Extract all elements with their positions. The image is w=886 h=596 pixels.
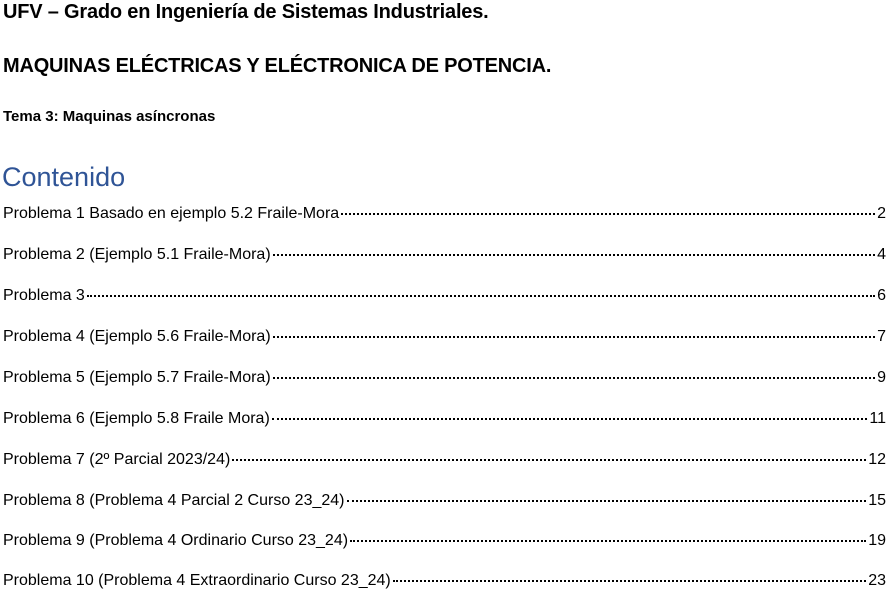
toc-dot-leader xyxy=(272,418,868,420)
toc-entry[interactable] xyxy=(3,369,886,393)
toc-dot-leader xyxy=(393,580,866,582)
toc-entry-page[interactable]: 23 xyxy=(868,572,886,589)
toc-entry[interactable] xyxy=(3,328,886,352)
toc-dot-leader xyxy=(87,295,875,297)
toc-entry-page[interactable]: 6 xyxy=(877,287,886,304)
toc-entry[interactable] xyxy=(3,492,886,516)
toc-dot-leader xyxy=(350,540,866,542)
toc-entry-page[interactable]: 2 xyxy=(877,205,886,222)
subject-heading: MAQUINAS ELÉCTRICAS Y ELÉCTRONICA DE POTENCIA. xyxy=(3,55,552,77)
toc-entry-label[interactable]: Problema 5 (Ejemplo 5.7 Fraile-Mora) xyxy=(3,369,271,386)
toc-entry[interactable] xyxy=(3,246,886,270)
toc-dot-leader xyxy=(273,336,875,338)
toc-entry-label[interactable]: Problema 2 (Ejemplo 5.1 Fraile-Mora) xyxy=(3,246,271,263)
toc-entry-label[interactable]: Problema 1 Basado en ejemplo 5.2 Fraile-Mora xyxy=(3,205,340,222)
toc-entry[interactable] xyxy=(3,572,886,596)
toc-entry-label[interactable]: Problema 10 (Problema 4 Extraordinario Curso 23_24) xyxy=(3,572,391,589)
toc-entry[interactable] xyxy=(3,532,886,556)
toc-entry-page[interactable]: 4 xyxy=(877,246,886,263)
toc-entry-label[interactable]: Problema 3 xyxy=(3,287,85,304)
toc-entry-label[interactable]: Problema 8 (Problema 4 Parcial 2 Curso 23_24) xyxy=(3,492,345,509)
toc-entry[interactable] xyxy=(3,410,886,434)
toc-entry-page[interactable]: 11 xyxy=(869,410,886,427)
toc-entry[interactable] xyxy=(3,451,886,475)
toc-dot-leader xyxy=(347,500,867,502)
toc-entry-page[interactable]: 7 xyxy=(877,328,886,345)
toc-entry-label[interactable]: Problema 4 (Ejemplo 5.6 Fraile-Mora) xyxy=(3,328,271,345)
toc-dot-leader xyxy=(273,377,875,379)
topic-heading: Tema 3: Maquinas asíncronas xyxy=(3,108,216,125)
toc-dot-leader xyxy=(341,213,875,215)
toc-title: Contenido xyxy=(2,162,126,192)
toc-entry-label[interactable]: Problema 9 (Problema 4 Ordinario Curso 23_24) xyxy=(3,532,349,549)
toc-entry[interactable] xyxy=(3,287,886,311)
toc-entry-page[interactable]: 9 xyxy=(877,369,886,386)
toc-dot-leader xyxy=(273,254,875,256)
toc-entry-page[interactable]: 15 xyxy=(868,492,886,509)
toc-entry-page[interactable]: 19 xyxy=(868,532,886,549)
toc-entry[interactable] xyxy=(3,205,886,229)
toc-entry-label[interactable]: Problema 6 (Ejemplo 5.8 Fraile Mora) xyxy=(3,410,270,427)
toc-entry-page[interactable]: 12 xyxy=(868,451,886,468)
course-heading: UFV – Grado en Ingeniería de Sistemas Industriales. xyxy=(3,1,489,23)
toc-entry-label[interactable]: Problema 7 (2º Parcial 2023/24) xyxy=(3,451,231,468)
toc-dot-leader xyxy=(232,459,866,461)
